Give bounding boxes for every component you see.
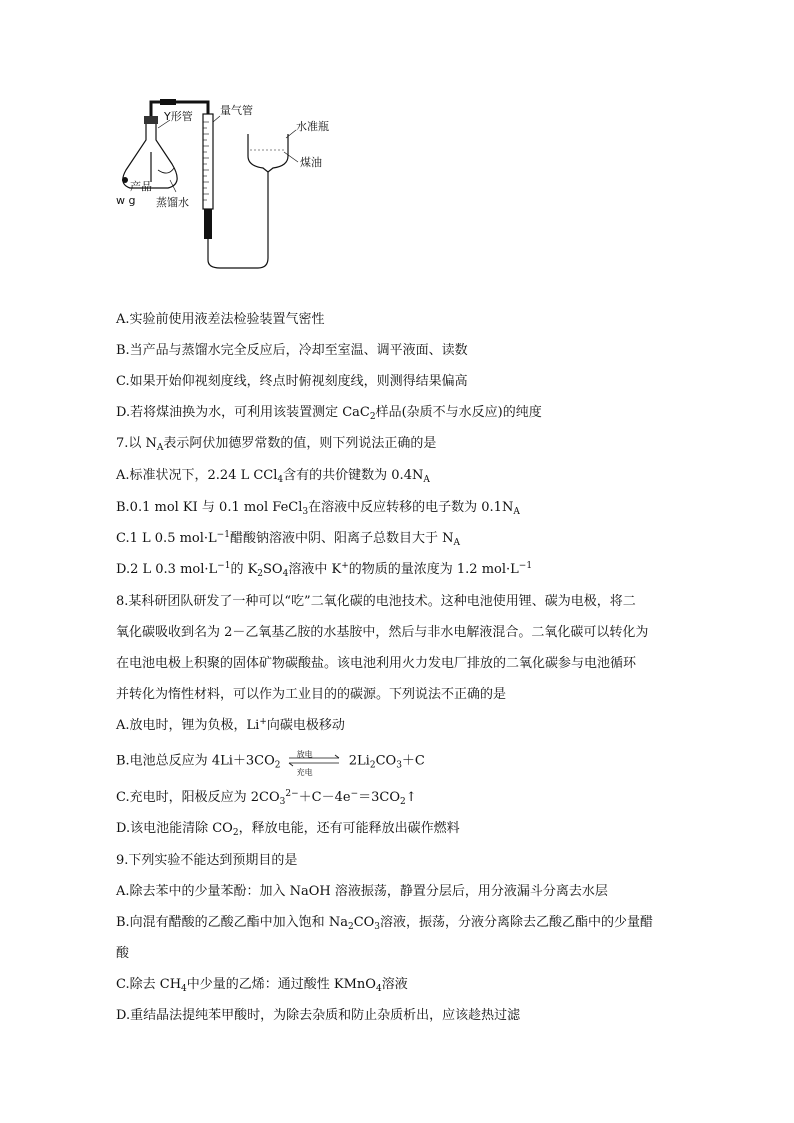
q8-option-c: C.充电时，阳极反应为 $2CO_3^{2-}+C-4e^-=3CO_2↑$ bbox=[116, 789, 417, 807]
q8-option-b: B.电池总反应为 $4Li+3CO_2$ 放电 充电 $2Li_2CO_3+C$ bbox=[116, 750, 425, 777]
q7-option-b: B.0.1 mol KI 与 0.1 mol FeCl$_3$在溶液中反应转移的电子数为 $0.1N_A$ bbox=[116, 500, 520, 517]
q9-option-c: C.除去 $CH_4$中少量的乙烯：通过酸性 KMnO$_4$溶液 bbox=[116, 977, 408, 994]
apparatus-drawing bbox=[108, 92, 368, 277]
q6-option-d: D.若将煤油换为水，可利用该装置测定 CaC$_2$样品(杂质不与水反应)的纯度 bbox=[116, 405, 542, 422]
q9-option-b: B.向混有醋酸的乙酸乙酯中加入饱和 $Na_2CO_3$溶液，振荡，分液分离除去乙酸乙酯中的少量醋 bbox=[116, 915, 654, 932]
reversible-arrow-icon bbox=[285, 754, 345, 768]
q8-option-d: D.该电池能清除 $CO_2$，释放电能，还有可能释放出碳作燃料 bbox=[116, 821, 460, 838]
reversible-arrow: 放电 充电 bbox=[285, 752, 345, 770]
label-level-bottle: 水准瓶 bbox=[296, 120, 329, 133]
rubber-joint bbox=[160, 99, 176, 105]
label-kerosene: 煤油 bbox=[300, 156, 322, 169]
label-distilled-water: 蒸馏水 bbox=[156, 196, 189, 209]
q7-option-a: A.标准状况下，2.24 L CCl$_4$含有的共价键数为 $0.4N_A$ bbox=[116, 468, 430, 485]
q6-option-c: C.如果开始仰视刻度线，终点时俯视刻度线，则测得结果偏高 bbox=[116, 374, 468, 389]
label-product: 产品 bbox=[130, 180, 152, 193]
y-tube bbox=[123, 122, 177, 188]
product-solid bbox=[122, 177, 128, 183]
q8-stem-line-2: 氧化碳吸收到名为 2－乙氧基乙胺的水基胺中，然后与非水电解液混合。二氧化碳可以转化为 bbox=[116, 625, 649, 640]
q6-option-a: A.实验前使用液差法检验装置气密性 bbox=[116, 312, 325, 327]
q9-option-d: D.重结晶法提纯苯甲酸时，为除去杂质和防止杂质析出，应该趁热过滤 bbox=[116, 1008, 521, 1023]
q7-option-d: D.2 L 0.3 $mol\cdot L^{-1}$的 $K_2SO_4$溶液中 K+的物质的量浓度为 1.2 $mol\cdot L^{-1}$ bbox=[116, 561, 533, 579]
rubber-hose bbox=[208, 172, 268, 268]
stopper bbox=[144, 116, 158, 124]
q8-stem-line-1: 8.某科研团队研发了一种可以“吃”二氧化碳的电池技术。这种电池使用锂、碳为电极，将二 bbox=[116, 594, 636, 609]
apparatus-figure bbox=[108, 92, 368, 277]
q9-option-a: A.除去苯中的少量苯酚：加入 NaOH 溶液振荡，静置分层后，用分液漏斗分离去水层 bbox=[116, 884, 608, 899]
label-y-tube: Y形管 bbox=[164, 110, 193, 123]
gas-burette bbox=[203, 114, 213, 239]
q7-option-c: C.1 L 0.5 $mol\cdot L^{-1}$醋酸钠溶液中阴、阳离子总数目大于 $N_A$ bbox=[116, 530, 460, 548]
level-bottle bbox=[248, 134, 288, 172]
q6-option-b: B.当产品与蒸馏水完全反应后，冷却至室温、调平液面、读数 bbox=[116, 343, 468, 358]
q8-stem-line-4: 并转化为惰性材料，可以作为工业目的的碳源。下列说法不正确的是 bbox=[116, 687, 507, 702]
q9-stem: 9.下列实验不能达到预期目的是 bbox=[116, 853, 298, 868]
q8-option-a: A.放电时，锂为负极，Li+向碳电极移动 bbox=[116, 717, 345, 733]
label-mass: w g bbox=[116, 194, 136, 207]
label-gas-burette: 量气管 bbox=[220, 104, 253, 117]
q7-stem: 7.以 $N_A$表示阿伏加德罗常数的值，则下列说法正确的是 bbox=[116, 436, 437, 453]
q8-stem-line-3: 在电池电极上积聚的固体矿物碳酸盐。该电池利用火力发电厂排放的二氧化碳参与电池循环 bbox=[116, 656, 637, 671]
q9-option-b-continued: 酸 bbox=[116, 946, 130, 961]
